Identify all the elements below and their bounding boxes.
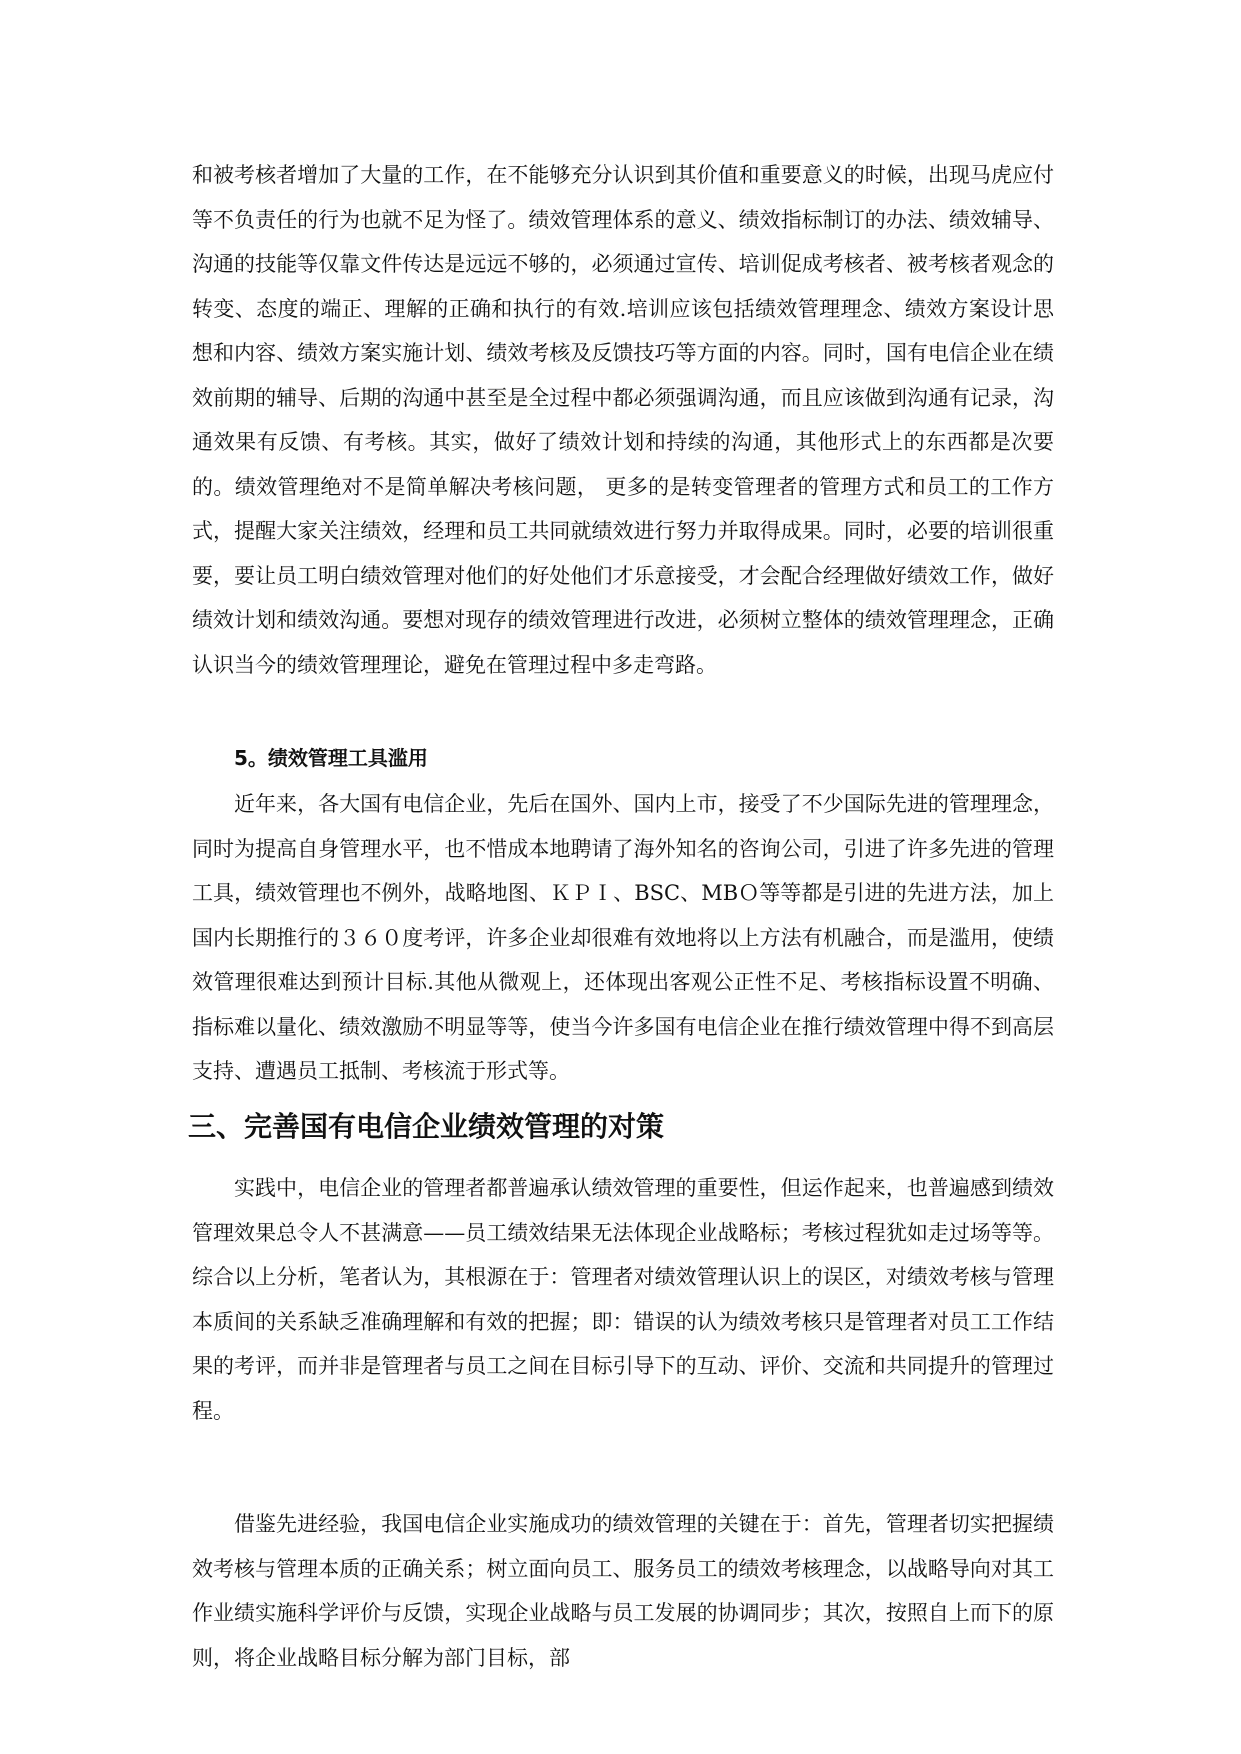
paragraph-text: 和被考核者增加了大量的工作，在不能够充分认识到其价值和重要意义的时候，出现马虎应付等不负责任的行为也就不足为怪了。绩效管理体系的意义、绩效指标制订的办法、绩效辅导、沟通的技能等仅靠文件传达是远远不够的，必须通过宣传、培训促成考核者、被考核者观念的转变、态度的端正、理解的正确和执行的有效.培训应该包括绩效管理理念、绩效方案设计思想和内容、绩效方案实施计划、绩效考核及反馈技巧等方面的内容。同时，国有电信企业在绩效前期的辅导、后期的沟通中甚至是全过程中都必须强调沟通，而且应该做到沟通有记录，沟通效果有反馈、有考核。其实，做好了绩效计划和持续的沟通，其他形式上的东西都是次要的。绩效管理绝对不是简单解决考核问题， 更多的是转变管理者的管理方式和员工的工作方式，提醒大家关注绩效，经理和员工共同就绩效进行努力并取得成果。同时，必要的培训很重要，要让员工明白绩效管理对他们的好处他们才乐意接受，才会配合经理做好绩效工作，做好绩效计划和绩效沟通。要想对现存的绩效管理进行改进，必须树立整体的绩效管理理念，正确认识当今的绩效管理理论，避免在管理过程中多走弯路。 [192, 163, 1054, 677]
body-paragraph-experience [192, 1502, 1054, 1680]
body-paragraph-practice [192, 1166, 1054, 1433]
subheading-tool-misuse: 5。绩效管理工具滥用 [234, 746, 428, 770]
body-paragraph-continuation [192, 153, 1054, 687]
paragraph-text: 近年来，各大国有电信企业，先后在国外、国内上市，接受了不少国际先进的管理理念，同时为提高自身管理水平，也不惜成本地聘请了海外知名的咨询公司，引进了许多先进的管理工具，绩效管理也不例外，战略地图、ＫＰＩ、BSC、MBＯ等等都是引进的先进方法，加上国内长期推行的３６０度考评，许多企业却很难有效地将以上方法有机融合，而是滥用，使绩效管理很难达到预计目标.其他从微观上，还体现出客观公正性不足、考核指标设置不明确、指标难以量化、绩效激励不明显等等，使当今许多国有电信企业在推行绩效管理中得不到高层支持、遭遇员工抵制、考核流于形式等。 [192, 792, 1054, 1083]
paragraph-text: 借鉴先进经验，我国电信企业实施成功的绩效管理的关键在于：首先，管理者切实把握绩效考核与管理本质的正确关系；树立面向员工、服务员工的绩效考核理念，以战略导向对其工作业绩实施科学评价与反馈，实现企业战略与员工发展的协调同步；其次，按照自上而下的原则，将企业战略目标分解为部门目标，部 [192, 1512, 1054, 1670]
body-paragraph-tools [192, 782, 1054, 1094]
paragraph-text: 实践中，电信企业的管理者都普遍承认绩效管理的重要性，但运作起来，也普遍感到绩效管理效果总令人不甚满意——员工绩效结果无法体现企业战略标；考核过程犹如走过场等等。综合以上分析，笔者认为，其根源在于：管理者对绩效管理认识上的误区，对绩效考核与管理本质间的关系缺乏准确理解和有效的把握；即：错误的认为绩效考核只是管理者对员工工作结果的考评，而并非是管理者与员工之间在目标引导下的互动、评价、交流和共同提升的管理过程。 [192, 1176, 1054, 1423]
section-heading-countermeasures: 三、完善国有电信企业绩效管理的对策 [188, 1110, 665, 1143]
